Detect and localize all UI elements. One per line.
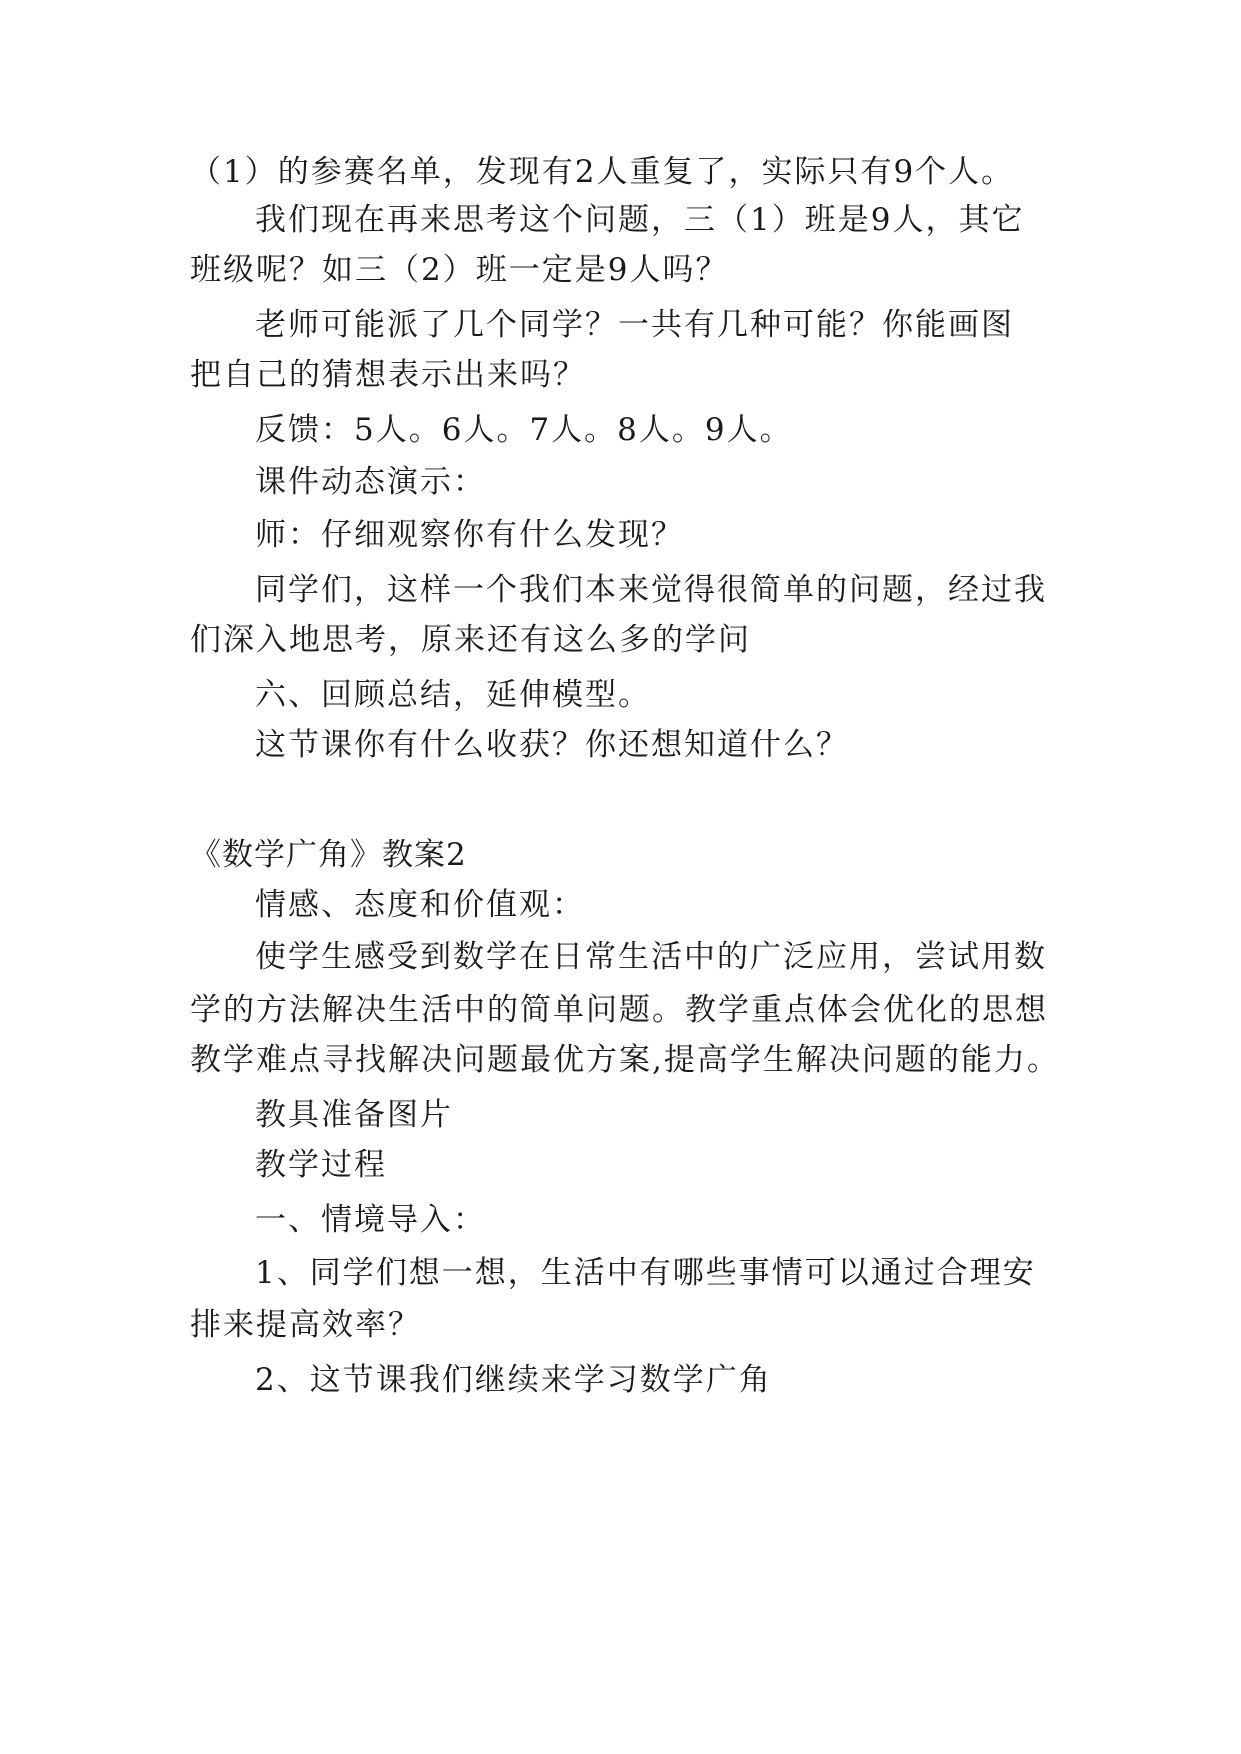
text-line: 情感、态度和价值观： bbox=[255, 887, 585, 923]
text-line: 把自己的猜想表示出来吗？ bbox=[190, 357, 586, 393]
text-line: 1、同学们想一想，生活中有哪些事情可以通过合理安 bbox=[255, 1255, 1036, 1291]
text-line: 同学们，这样一个我们本来觉得很简单的问题，经过我 bbox=[255, 572, 1047, 608]
text-line: 老师可能派了几个同学？一共有几种可能？你能画图 bbox=[255, 307, 1014, 343]
text-line: 课件动态演示： bbox=[255, 464, 486, 500]
text-line: 教学难点寻找解决问题最优方案,提高学生解决问题的能力。 bbox=[190, 1042, 1060, 1078]
section-title: 《数学广角》教案2 bbox=[190, 837, 467, 873]
text-line: 班级呢？如三（2）班一定是9人吗？ bbox=[190, 252, 729, 288]
text-line: 教具准备图片 bbox=[255, 1097, 453, 1133]
text-line: 师：仔细观察你有什么发现？ bbox=[255, 517, 684, 553]
text-line: 这节课你有什么收获？你还想知道什么？ bbox=[255, 727, 849, 763]
text-line: 们深入地思考，原来还有这么多的学问 bbox=[190, 622, 751, 658]
text-line: 教学过程 bbox=[255, 1147, 387, 1183]
text-line: 我们现在再来思考这个问题，三（1）班是9人，其它 bbox=[255, 202, 1025, 238]
text-line: 六、回顾总结，延伸模型。 bbox=[255, 677, 651, 713]
text-line: 学的方法解决生活中的简单问题。教学重点体会优化的思想 bbox=[190, 992, 1048, 1028]
text-line: 反馈：5人。6人。7人。8人。9人。 bbox=[255, 412, 793, 448]
text-line: 2、这节课我们继续来学习数学广角 bbox=[255, 1362, 772, 1398]
text-line: 一、情境导入： bbox=[255, 1202, 486, 1238]
text-line: 使学生感受到数学在日常生活中的广泛应用，尝试用数 bbox=[255, 939, 1047, 975]
text-line: （1）的参赛名单，发现有2人重复了，实际只有9个人。 bbox=[190, 154, 1015, 190]
text-line: 排来提高效率？ bbox=[190, 1307, 421, 1343]
